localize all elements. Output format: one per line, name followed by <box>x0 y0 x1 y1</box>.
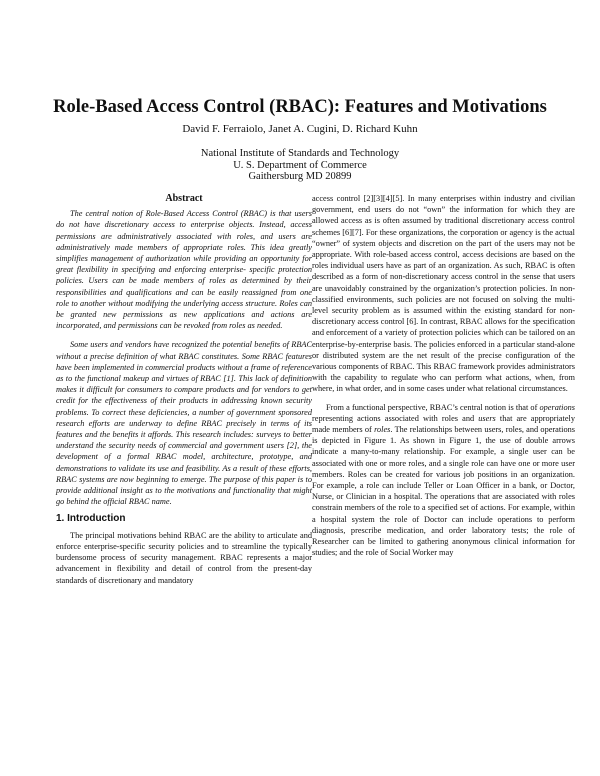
p2-text-b: representing actions associated with roles and <box>312 413 479 423</box>
abstract-heading: Abstract <box>165 193 203 204</box>
intro-paragraph-1: The principal motivations behind RBAC are the ability to articulate and enforce enterprise-specific security policies and to streamline the typically burdensome process of security management. RBAC represents a major advancement in flexibility and detail of control from the present-day standards of discretionary and mandatory <box>56 530 312 585</box>
p2-text-a: From a functional perspective, RBAC’s central notion is that of <box>326 402 540 412</box>
affiliation-line-2: U. S. Department of Commerce <box>233 159 367 171</box>
affiliation-line-1: National Institute of Standards and Technology <box>200 148 400 159</box>
right-paragraph-2 <box>312 402 575 559</box>
right-column <box>312 193 575 559</box>
abstract-paragraph-1: The central notion of Role-Based Access Control (RBAC) is that users do not have discretionary access to enterprise objects. Instead, access permissions are administratively associated with roles, and users are administratively made members of appropriate roles. This idea greatly simplifies management of authorization while providing an opportunity for great flexibility in specifying and enforcing enterprise- specific protection policies. Users can be made members of roles as determined by their responsibilities and qualifications and can be easily reassigned from one role to another without modifying the underlying access structure. Roles can be granted new permissions as new applications and actions are incorporated, and permissions can be revoked from roles as needed. <box>56 209 312 331</box>
p2-emphasis-roles: roles <box>374 425 391 435</box>
p2-text-d: . The relationships between users, roles, and operations is depicted in Figure 1. As shown in Figure 1, the use of double arrows indicate a many-to-many relationship. For example, a single user can be associated with one or more roles, and a single role can have one or more user members. Roles can be created for various job positions in an organization. For example, a role can include Teller or Loan Officer in a bank, or Doctor, Nurse, or Clinician in a hospital. The operations that are associated with roles constrain members of the role to a specified set of actions. For example, within a hospital system the role of Doctor can include operations to perform diagnosis, prescribe medication, and order laboratory tests; the role of Researcher can be limited to gathering anonymous clinical information for studies; and the role of Social Worker may <box>312 425 575 558</box>
paper-title: Role-Based Access Control (RBAC): Features and Motivations <box>53 97 547 117</box>
paper-affiliation <box>0 148 600 183</box>
p2-emphasis-users: users <box>478 413 496 423</box>
left-column <box>56 193 312 586</box>
right-paragraph-1: access control [2][3][4][5]. In many enterprises within industry and civilian government, end users do not “own” the information for which they are allowed access as is often assumed by traditional discretionary access control schemes [6][7]. For these organizations, the corporation or agency is the actual “owner” of system objects and discretion on the part of the users may not be appropriate. With role-based access control, access decisions are based on the roles individual users have as part of an organization. As such, RBAC is often described as a form of non-discretionary access control in the sense that users are unavoidably constrained by the organization’s protection policies. In non-classified environments, such policies are not focused on solving the multi-level security problem as is assumed within the existing standard for non-discretionary access control [6]. In contrast, RBAC allows for the specification and enforcement of a variety of protection policies which can be tailored on an enterprise-by-enterprise basis. The policies enforced in a particular stand-alone or distributed system are the net result of the precise configuration of the various components of RBAC. This RBAC framework provides administrators with the capability to regulate who can perform what actions, when, from where, in what order, and in some cases under what relational circumstances. <box>312 194 575 394</box>
p2-emphasis-operations: operations <box>539 402 575 412</box>
paper-authors: David F. Ferraiolo, Janet A. Cugini, D. Richard Kuhn <box>182 123 418 135</box>
section-heading-introduction: 1. Introduction <box>56 513 126 525</box>
p2-text-c: that are appropriately made members of <box>312 413 575 435</box>
affiliation-line-3: Gaithersburg MD 20899 <box>248 171 352 182</box>
abstract-paragraph-2: Some users and vendors have recognized the potential benefits of RBAC without a precise definition of what RBAC constitutes. Some RBAC features have been implemented in commercial products without a frame of reference as to the functional makeup and virtues of RBAC [1]. This lack of definition makes it difficult for consumers to compare products and for vendors to get credit for the effectiveness of their products in addressing known security problems. To correct these deficiencies, a number of government sponsored research efforts are underway to define RBAC precisely in terms of its features and the benefits it affords. This research includes: surveys to better understand the security needs of commercial and government users [2], the development of a formal RBAC model, architecture, prototype, and demonstrations to validate its use and feasibility. As a result of these efforts, RBAC systems are now beginning to emerge. The purpose of this paper is to provide additional insight as to the motivations and functionality that might go behind the official RBAC name. <box>56 340 312 507</box>
